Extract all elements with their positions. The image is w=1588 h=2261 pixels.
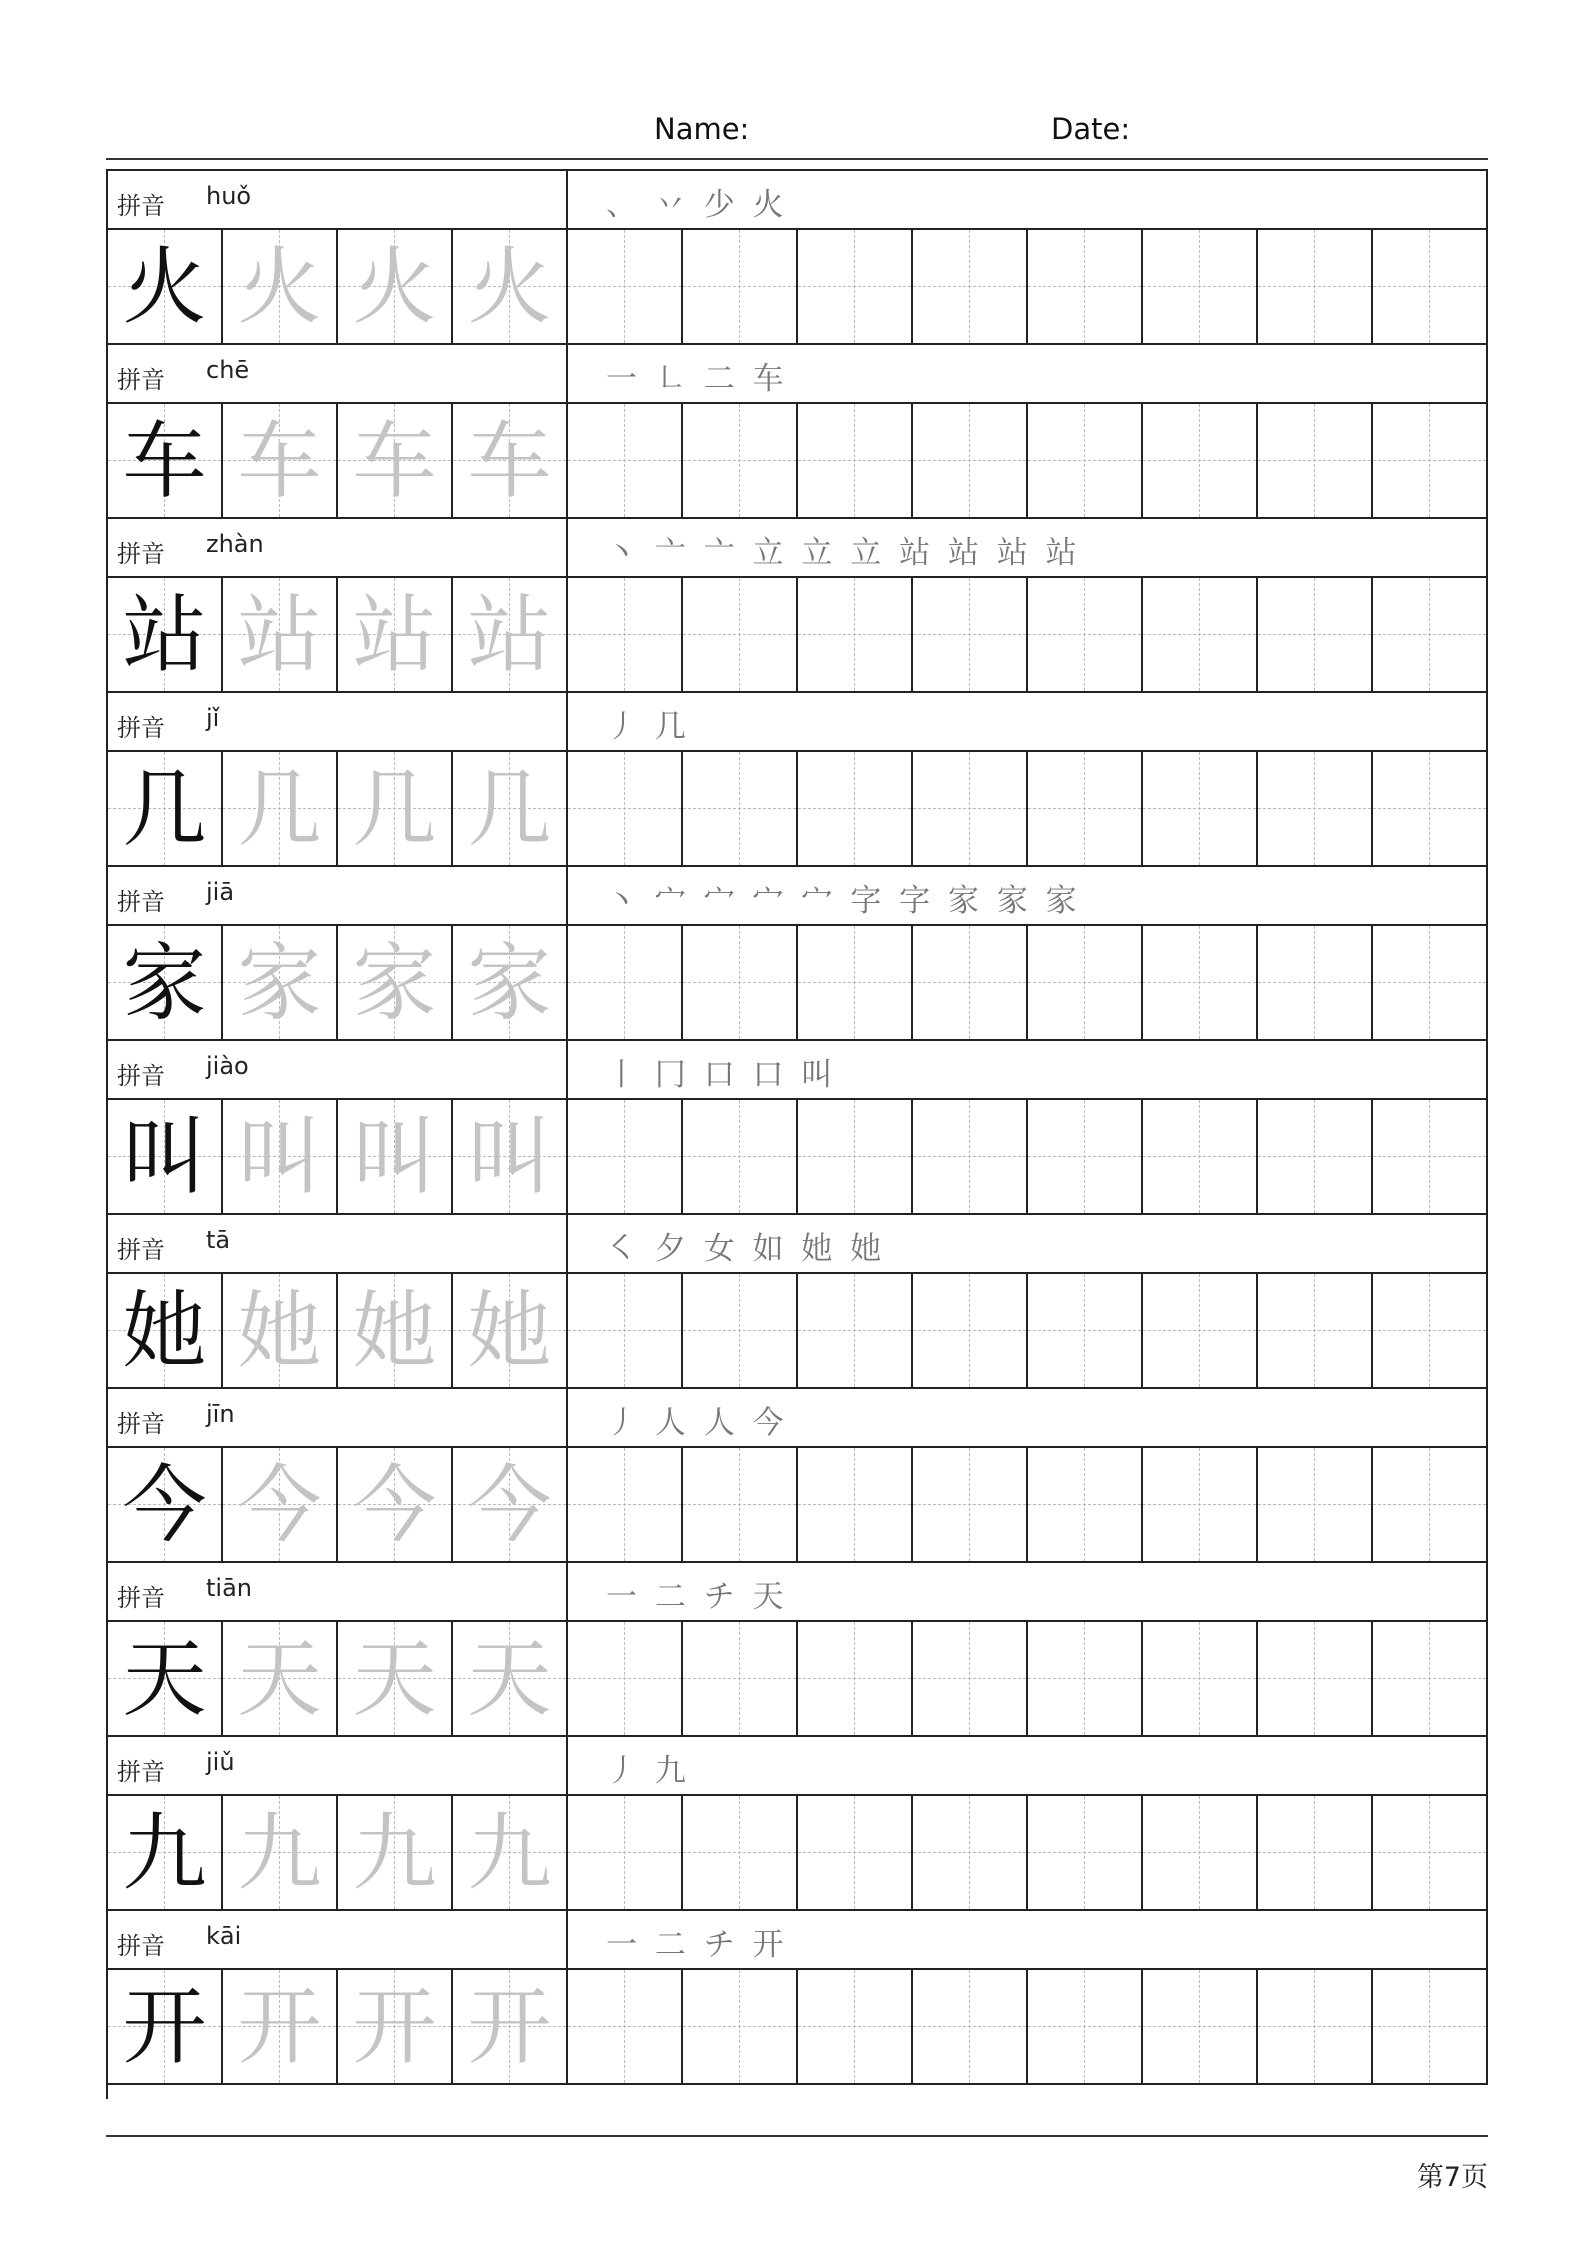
model-character: 几 bbox=[122, 759, 207, 858]
pinyin-value: jǐ bbox=[206, 704, 220, 732]
pinyin-label: 拼音 bbox=[117, 1236, 165, 1264]
model-character: 天 bbox=[122, 1629, 207, 1728]
pinyin-cell bbox=[108, 1563, 568, 1620]
trace-cell bbox=[453, 1274, 568, 1387]
trace-cell bbox=[338, 1970, 453, 2083]
character-block bbox=[108, 1389, 1488, 1563]
pinyin-label: 拼音 bbox=[117, 540, 165, 568]
writing-cell[interactable] bbox=[683, 1274, 798, 1387]
writing-cell[interactable] bbox=[1258, 578, 1373, 691]
writing-cell[interactable] bbox=[1258, 404, 1373, 517]
pinyin-label: 拼音 bbox=[117, 1932, 165, 1960]
trace-cell bbox=[223, 230, 338, 343]
writing-cell[interactable] bbox=[1258, 1448, 1373, 1561]
writing-cell[interactable] bbox=[1373, 1274, 1488, 1387]
model-cell bbox=[108, 1274, 223, 1387]
trace-character: 她 bbox=[352, 1281, 437, 1380]
writing-cell[interactable] bbox=[1258, 1796, 1373, 1909]
trace-cell bbox=[223, 1448, 338, 1561]
page-number: 第7页 bbox=[1416, 2162, 1488, 2193]
writing-cell[interactable] bbox=[1373, 1970, 1488, 2083]
model-cell bbox=[108, 404, 223, 517]
stroke-order: 一 ㇗ 二 车 bbox=[606, 361, 788, 397]
trace-character: 九 bbox=[352, 1803, 437, 1902]
trace-character: 火 bbox=[467, 237, 552, 336]
trace-cell bbox=[223, 1274, 338, 1387]
practice-row bbox=[108, 1622, 1488, 1737]
stroke-order-cell bbox=[568, 345, 1488, 402]
pinyin-cell bbox=[108, 171, 568, 228]
writing-cell[interactable] bbox=[1028, 752, 1143, 865]
info-row bbox=[108, 1737, 1488, 1796]
writing-cell[interactable] bbox=[913, 1100, 1028, 1213]
trace-character: 天 bbox=[352, 1629, 437, 1728]
writing-cell[interactable] bbox=[1028, 578, 1143, 691]
trace-character: 她 bbox=[237, 1281, 322, 1380]
writing-cell[interactable] bbox=[1143, 1448, 1258, 1561]
trace-character: 她 bbox=[467, 1281, 552, 1380]
model-character: 站 bbox=[122, 585, 207, 684]
writing-cell[interactable] bbox=[798, 1448, 913, 1561]
pinyin-label: 拼音 bbox=[117, 1410, 165, 1438]
writing-cell[interactable] bbox=[913, 752, 1028, 865]
info-row bbox=[108, 1389, 1488, 1448]
trace-cell bbox=[338, 1448, 453, 1561]
trace-cell bbox=[338, 1274, 453, 1387]
trace-cell bbox=[453, 926, 568, 1039]
stroke-order-cell bbox=[568, 519, 1488, 576]
trace-cell bbox=[223, 752, 338, 865]
writing-cell[interactable] bbox=[1373, 1796, 1488, 1909]
stroke-order: 丶 亠 亠 立 立 立 站 站 站 站 bbox=[606, 535, 1081, 571]
trace-character: 今 bbox=[237, 1455, 322, 1554]
trace-cell bbox=[453, 578, 568, 691]
writing-cell[interactable] bbox=[798, 1622, 913, 1735]
writing-cell[interactable] bbox=[913, 1622, 1028, 1735]
writing-cell[interactable] bbox=[1028, 1448, 1143, 1561]
writing-cell[interactable] bbox=[1258, 1622, 1373, 1735]
writing-cell[interactable] bbox=[1258, 1274, 1373, 1387]
stroke-order: 丿 九 bbox=[606, 1753, 690, 1789]
stroke-order: 一 二 チ 开 bbox=[606, 1927, 788, 1963]
writing-cell[interactable] bbox=[568, 1100, 683, 1213]
pinyin-value: jiǔ bbox=[206, 1748, 235, 1776]
stroke-order: 一 二 チ 天 bbox=[606, 1579, 788, 1615]
pinyin-value: jiā bbox=[206, 878, 235, 906]
trace-cell bbox=[338, 1796, 453, 1909]
model-character: 家 bbox=[122, 933, 207, 1032]
writing-cell[interactable] bbox=[683, 1622, 798, 1735]
pinyin-value: chē bbox=[206, 356, 250, 384]
writing-cell[interactable] bbox=[1143, 1970, 1258, 2083]
stroke-order: 丶 宀 宀 宀 宀 字 字 家 家 家 bbox=[606, 883, 1081, 919]
character-block bbox=[108, 519, 1488, 693]
pinyin-label: 拼音 bbox=[117, 1062, 165, 1090]
model-cell bbox=[108, 1448, 223, 1561]
writing-cell[interactable] bbox=[1028, 404, 1143, 517]
writing-cell[interactable] bbox=[1028, 1796, 1143, 1909]
writing-cell[interactable] bbox=[1143, 752, 1258, 865]
info-row bbox=[108, 345, 1488, 404]
trace-cell bbox=[338, 578, 453, 691]
trace-cell bbox=[223, 926, 338, 1039]
stroke-order-cell bbox=[568, 1041, 1488, 1098]
info-row bbox=[108, 867, 1488, 926]
practice-row bbox=[108, 578, 1488, 693]
trace-character: 车 bbox=[352, 411, 437, 510]
pinyin-label: 拼音 bbox=[117, 1584, 165, 1612]
trace-character: 叫 bbox=[467, 1107, 552, 1206]
writing-cell[interactable] bbox=[1373, 1448, 1488, 1561]
writing-cell[interactable] bbox=[683, 926, 798, 1039]
trace-cell bbox=[338, 752, 453, 865]
model-cell bbox=[108, 1970, 223, 2083]
writing-cell[interactable] bbox=[1143, 1274, 1258, 1387]
pinyin-value: kāi bbox=[206, 1922, 242, 1950]
writing-cell[interactable] bbox=[1143, 926, 1258, 1039]
info-row bbox=[108, 1215, 1488, 1274]
writing-cell[interactable] bbox=[1258, 230, 1373, 343]
practice-row bbox=[108, 1448, 1488, 1563]
model-character: 她 bbox=[122, 1281, 207, 1380]
writing-cell[interactable] bbox=[1373, 578, 1488, 691]
pinyin-value: jīn bbox=[206, 1400, 235, 1428]
pinyin-value: huǒ bbox=[206, 182, 252, 210]
trace-cell bbox=[453, 404, 568, 517]
info-row bbox=[108, 519, 1488, 578]
trace-character: 车 bbox=[237, 411, 322, 510]
info-row bbox=[108, 693, 1488, 752]
stroke-order-cell bbox=[568, 1215, 1488, 1272]
stroke-order-cell bbox=[568, 693, 1488, 750]
writing-cell[interactable] bbox=[1028, 1100, 1143, 1213]
character-block bbox=[108, 693, 1488, 867]
pinyin-value: tā bbox=[206, 1226, 231, 1254]
writing-cell[interactable] bbox=[683, 230, 798, 343]
pinyin-cell bbox=[108, 1215, 568, 1272]
practice-row bbox=[108, 752, 1488, 867]
trace-character: 叫 bbox=[237, 1107, 322, 1206]
writing-cell[interactable] bbox=[1143, 230, 1258, 343]
writing-cell[interactable] bbox=[1373, 752, 1488, 865]
practice-row bbox=[108, 1970, 1488, 2085]
date-label: Date: bbox=[1051, 112, 1131, 146]
trace-cell bbox=[223, 1970, 338, 2083]
trace-cell bbox=[453, 1970, 568, 2083]
writing-cell[interactable] bbox=[913, 926, 1028, 1039]
pinyin-cell bbox=[108, 1389, 568, 1446]
writing-cell[interactable] bbox=[798, 404, 913, 517]
writing-cell[interactable] bbox=[683, 578, 798, 691]
writing-cell[interactable] bbox=[1373, 1100, 1488, 1213]
trace-character: 天 bbox=[467, 1629, 552, 1728]
trace-character: 几 bbox=[352, 759, 437, 858]
trace-character: 几 bbox=[237, 759, 322, 858]
trace-character: 家 bbox=[467, 933, 552, 1032]
pinyin-cell bbox=[108, 867, 568, 924]
trace-character: 今 bbox=[352, 1455, 437, 1554]
writing-cell[interactable] bbox=[1258, 926, 1373, 1039]
writing-cell[interactable] bbox=[1028, 1622, 1143, 1735]
pinyin-cell bbox=[108, 1737, 568, 1794]
writing-cell[interactable] bbox=[913, 578, 1028, 691]
character-block bbox=[108, 867, 1488, 1041]
writing-cell[interactable] bbox=[1028, 1970, 1143, 2083]
pinyin-label: 拼音 bbox=[117, 888, 165, 916]
writing-cell[interactable] bbox=[568, 926, 683, 1039]
model-cell bbox=[108, 1622, 223, 1735]
trace-character: 九 bbox=[467, 1803, 552, 1902]
trace-character: 开 bbox=[237, 1977, 322, 2076]
trace-character: 站 bbox=[352, 585, 437, 684]
stroke-order-cell bbox=[568, 867, 1488, 924]
pinyin-label: 拼音 bbox=[117, 1758, 165, 1786]
info-row bbox=[108, 171, 1488, 230]
writing-cell[interactable] bbox=[1258, 752, 1373, 865]
pinyin-cell bbox=[108, 1911, 568, 1968]
model-character: 九 bbox=[122, 1803, 207, 1902]
trace-cell bbox=[338, 926, 453, 1039]
pinyin-cell bbox=[108, 345, 568, 402]
trace-character: 今 bbox=[467, 1455, 552, 1554]
writing-cell[interactable] bbox=[1373, 926, 1488, 1039]
writing-cell[interactable] bbox=[1143, 404, 1258, 517]
model-character: 车 bbox=[122, 411, 207, 510]
writing-cell[interactable] bbox=[1143, 1622, 1258, 1735]
writing-cell[interactable] bbox=[1373, 404, 1488, 517]
pinyin-value: zhàn bbox=[206, 530, 264, 558]
trace-cell bbox=[453, 752, 568, 865]
info-row bbox=[108, 1563, 1488, 1622]
trace-character: 车 bbox=[467, 411, 552, 510]
writing-cell[interactable] bbox=[798, 1970, 913, 2083]
pinyin-label: 拼音 bbox=[117, 192, 165, 220]
pinyin-cell bbox=[108, 1041, 568, 1098]
writing-cell[interactable] bbox=[913, 1448, 1028, 1561]
practice-row bbox=[108, 230, 1488, 345]
writing-cell[interactable] bbox=[1028, 1274, 1143, 1387]
header-divider bbox=[106, 158, 1488, 160]
writing-cell[interactable] bbox=[798, 926, 913, 1039]
writing-cell[interactable] bbox=[568, 578, 683, 691]
writing-cell[interactable] bbox=[568, 1274, 683, 1387]
trace-cell bbox=[453, 1100, 568, 1213]
character-block bbox=[108, 1911, 1488, 2085]
writing-cell[interactable] bbox=[913, 404, 1028, 517]
stroke-order-cell bbox=[568, 171, 1488, 228]
writing-cell[interactable] bbox=[683, 1796, 798, 1909]
practice-row bbox=[108, 404, 1488, 519]
trace-cell bbox=[453, 1796, 568, 1909]
trace-cell bbox=[338, 404, 453, 517]
stroke-order-cell bbox=[568, 1563, 1488, 1620]
writing-cell[interactable] bbox=[1028, 230, 1143, 343]
writing-cell[interactable] bbox=[568, 1448, 683, 1561]
trace-character: 站 bbox=[237, 585, 322, 684]
character-block bbox=[108, 1737, 1488, 1911]
trace-character: 家 bbox=[237, 933, 322, 1032]
stroke-order-cell bbox=[568, 1389, 1488, 1446]
writing-cell[interactable] bbox=[683, 1100, 798, 1213]
trace-character: 开 bbox=[352, 1977, 437, 2076]
writing-cell[interactable] bbox=[568, 1796, 683, 1909]
trace-character: 站 bbox=[467, 585, 552, 684]
info-row bbox=[108, 1041, 1488, 1100]
writing-cell[interactable] bbox=[1028, 926, 1143, 1039]
stroke-order: 丿 人 人 今 bbox=[606, 1405, 788, 1441]
writing-cell[interactable] bbox=[913, 1970, 1028, 2083]
practice-row bbox=[108, 1100, 1488, 1215]
pinyin-cell bbox=[108, 693, 568, 750]
stroke-order-cell bbox=[568, 1737, 1488, 1794]
model-character: 火 bbox=[122, 237, 207, 336]
practice-row bbox=[108, 926, 1488, 1041]
pinyin-label: 拼音 bbox=[117, 714, 165, 742]
writing-cell[interactable] bbox=[683, 1448, 798, 1561]
character-block bbox=[108, 1041, 1488, 1215]
character-block bbox=[108, 345, 1488, 519]
pinyin-label: 拼音 bbox=[117, 366, 165, 394]
trace-cell bbox=[223, 404, 338, 517]
trace-cell bbox=[338, 1622, 453, 1735]
writing-cell[interactable] bbox=[1143, 578, 1258, 691]
writing-cell[interactable] bbox=[1143, 1100, 1258, 1213]
writing-cell[interactable] bbox=[913, 230, 1028, 343]
trace-cell bbox=[223, 1796, 338, 1909]
model-cell bbox=[108, 926, 223, 1039]
stroke-order: 丿 几 bbox=[606, 709, 690, 745]
model-cell bbox=[108, 1796, 223, 1909]
stroke-order: 丨 冂 口 口 叫 bbox=[606, 1057, 837, 1093]
trace-character: 开 bbox=[467, 1977, 552, 2076]
model-cell bbox=[108, 1100, 223, 1213]
writing-cell[interactable] bbox=[1373, 230, 1488, 343]
model-cell bbox=[108, 752, 223, 865]
trace-cell bbox=[453, 230, 568, 343]
writing-cell[interactable] bbox=[683, 404, 798, 517]
trace-cell bbox=[453, 1622, 568, 1735]
trace-cell bbox=[223, 1100, 338, 1213]
stroke-order: 、 丷 少 火 bbox=[606, 187, 788, 223]
writing-cell[interactable] bbox=[798, 752, 913, 865]
writing-cell[interactable] bbox=[798, 1274, 913, 1387]
writing-cell[interactable] bbox=[568, 230, 683, 343]
writing-cell[interactable] bbox=[683, 752, 798, 865]
practice-row bbox=[108, 1796, 1488, 1911]
trace-character: 九 bbox=[237, 1803, 322, 1902]
trace-cell bbox=[453, 1448, 568, 1561]
info-row bbox=[108, 1911, 1488, 1970]
footer-divider bbox=[106, 2135, 1488, 2137]
writing-cell[interactable] bbox=[1143, 1796, 1258, 1909]
trace-character: 叫 bbox=[352, 1107, 437, 1206]
writing-cell[interactable] bbox=[568, 752, 683, 865]
writing-cell[interactable] bbox=[568, 1622, 683, 1735]
writing-cell[interactable] bbox=[1373, 1622, 1488, 1735]
character-block bbox=[108, 1215, 1488, 1389]
pinyin-cell bbox=[108, 519, 568, 576]
writing-cell[interactable] bbox=[798, 578, 913, 691]
pinyin-value: tiān bbox=[206, 1574, 252, 1602]
practice-grid bbox=[106, 169, 1488, 2099]
stroke-order: ㇛ 夕 女 如 她 她 bbox=[606, 1231, 886, 1267]
trace-cell bbox=[223, 578, 338, 691]
writing-cell[interactable] bbox=[798, 230, 913, 343]
model-cell bbox=[108, 578, 223, 691]
trace-cell bbox=[338, 1100, 453, 1213]
model-character: 今 bbox=[122, 1455, 207, 1554]
writing-cell[interactable] bbox=[1258, 1970, 1373, 2083]
writing-cell[interactable] bbox=[683, 1970, 798, 2083]
model-character: 开 bbox=[122, 1977, 207, 2076]
trace-character: 火 bbox=[237, 237, 322, 336]
trace-character: 家 bbox=[352, 933, 437, 1032]
writing-cell[interactable] bbox=[568, 404, 683, 517]
trace-character: 几 bbox=[467, 759, 552, 858]
practice-row bbox=[108, 1274, 1488, 1389]
writing-cell[interactable] bbox=[913, 1796, 1028, 1909]
trace-cell bbox=[223, 1622, 338, 1735]
trace-character: 火 bbox=[352, 237, 437, 336]
writing-cell[interactable] bbox=[798, 1796, 913, 1909]
trace-cell bbox=[338, 230, 453, 343]
writing-cell[interactable] bbox=[798, 1100, 913, 1213]
character-block bbox=[108, 1563, 1488, 1737]
character-block bbox=[108, 171, 1488, 345]
stroke-order-cell bbox=[568, 1911, 1488, 1968]
writing-cell[interactable] bbox=[568, 1970, 683, 2083]
writing-cell[interactable] bbox=[913, 1274, 1028, 1387]
writing-cell[interactable] bbox=[1258, 1100, 1373, 1213]
pinyin-value: jiào bbox=[206, 1052, 249, 1080]
name-label: Name: bbox=[654, 112, 750, 146]
trace-character: 天 bbox=[237, 1629, 322, 1728]
model-character: 叫 bbox=[122, 1107, 207, 1206]
model-cell bbox=[108, 230, 223, 343]
